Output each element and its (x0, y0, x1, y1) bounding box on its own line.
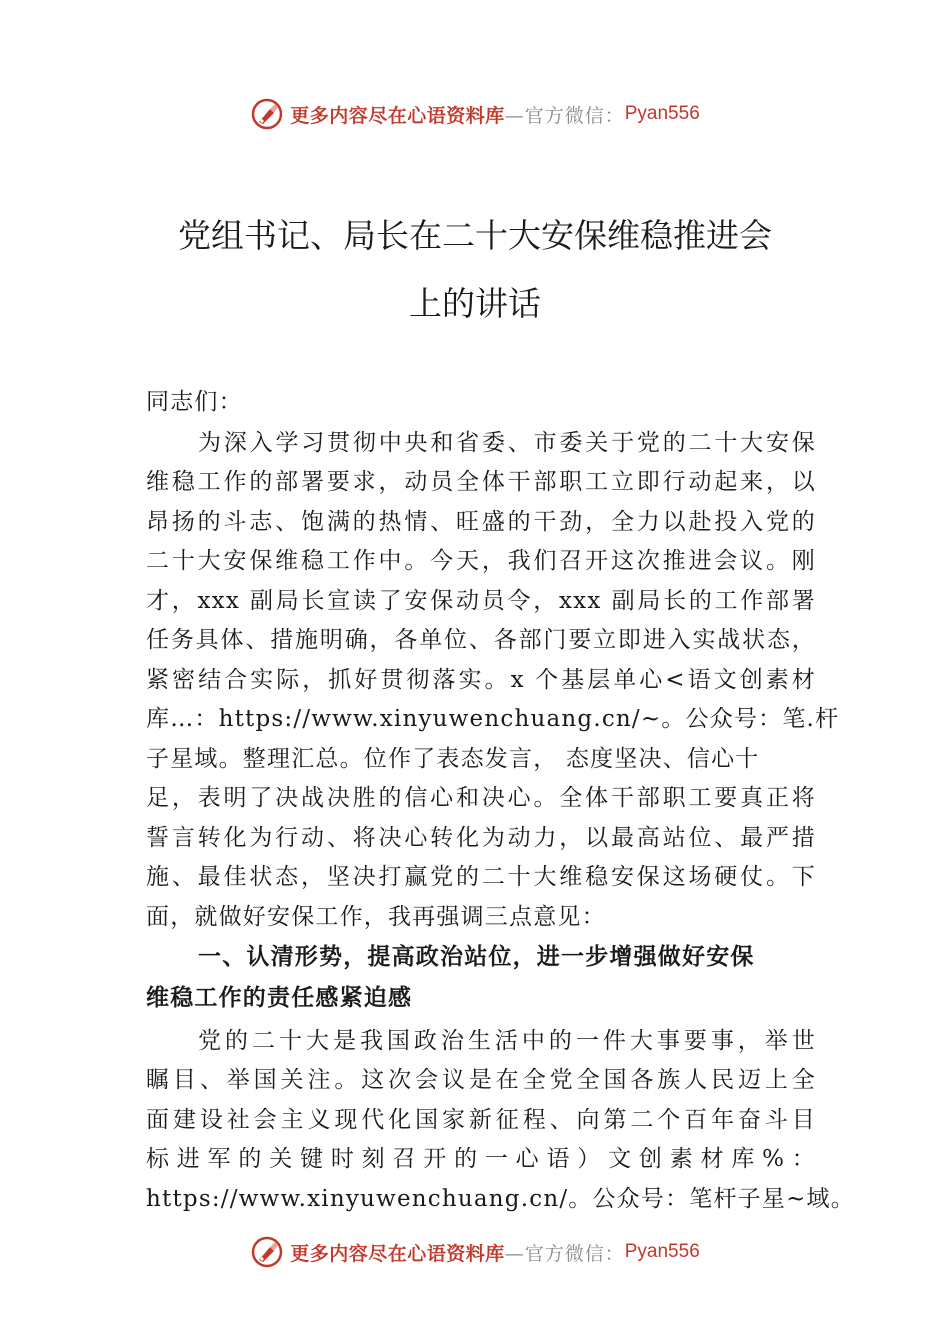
paragraph-line: 为深入学习贯彻中央和省委、市委关于党的二十大安保 (198, 430, 816, 456)
banner-wechat-id: Pyan556 (624, 103, 700, 124)
salutation: 同志们： (146, 389, 243, 415)
watermark-banner-bottom (0, 1232, 950, 1272)
paragraph-line: 紧密结合实际，抓好贯彻落实。x 个基层单心<语文创素材 (146, 667, 816, 693)
section-heading-line: 维稳工作的责任感紧迫感 (146, 985, 413, 1011)
paragraph-line: 面，就做好安保工作，我再强调三点意见： (146, 904, 606, 930)
paragraph-line: https://www.xinyuwenchuang.cn/。公众号：笔杆子星~域。 (146, 1186, 855, 1212)
banner-wechat-label: —官方微信： (504, 104, 625, 127)
paragraph-line: 维稳工作的部署要求，动员全体干部职工立即行动起来，以 (146, 469, 816, 495)
section-heading-line: 一、认清形势，提高政治站位，进一步增强做好安保 (198, 944, 755, 970)
paragraph-line: 施、最佳状态，坚决打赢党的二十大维稳安保这场硬仗。下 (146, 864, 816, 890)
banner-wechat-label: —官方微信： (504, 1242, 625, 1265)
paragraph-line: 面建设社会主义现代化国家新征程、向第二个百年奋斗目 (146, 1107, 816, 1133)
banner-title: 更多内容尽在心语资料库 (290, 1242, 505, 1265)
paragraph-line: 党的二十大是我国政治生活中的一件大事要事，举世 (198, 1028, 816, 1054)
watermark-banner-top (0, 94, 950, 134)
pen-nib-logo-icon (250, 1235, 284, 1269)
banner-wechat-id: Pyan556 (624, 1241, 700, 1262)
paragraph-line: 足，表明了决战决胜的信心和决心。全体干部职工要真正将 (146, 785, 816, 811)
paragraph-line: 库…：https://www.xinyuwenchuang.cn/~。公众号：笔.杆 (146, 706, 840, 732)
paragraph-line: 任务具体、措施明确，各单位、各部门要立即进入实战状态， (146, 627, 816, 653)
paragraph-line: 二十大安保维稳工作中。今天，我们召开这次推进会议。刚 (146, 548, 816, 574)
banner-title: 更多内容尽在心语资料库 (290, 104, 505, 127)
paragraph-line: 才，xxx 副局长宣读了安保动员令，xxx 副局长的工作部署 (146, 588, 816, 614)
pen-nib-logo-icon (250, 97, 284, 131)
paragraph-line: 瞩目、举国关注。这次会议是在全党全国各族人民迈上全 (146, 1067, 816, 1093)
document-title-line-1: 党组书记、局长在二十大安保维稳推进会 (178, 216, 772, 255)
paragraph-line: 子星域。整理汇总。位作了表态发言， 态度坚决、信心十 (146, 746, 760, 772)
paragraph-line: 誓言转化为行动、将决心转化为动力，以最高站位、最严措 (146, 825, 816, 851)
document-title-line-2: 上的讲话 (409, 284, 541, 323)
paragraph-line: 标进军的关键时刻召开的一心语）文创素材库%： (146, 1146, 816, 1172)
paragraph-line: 昂扬的斗志、饱满的热情、旺盛的干劲，全力以赴投入党的 (146, 509, 816, 535)
